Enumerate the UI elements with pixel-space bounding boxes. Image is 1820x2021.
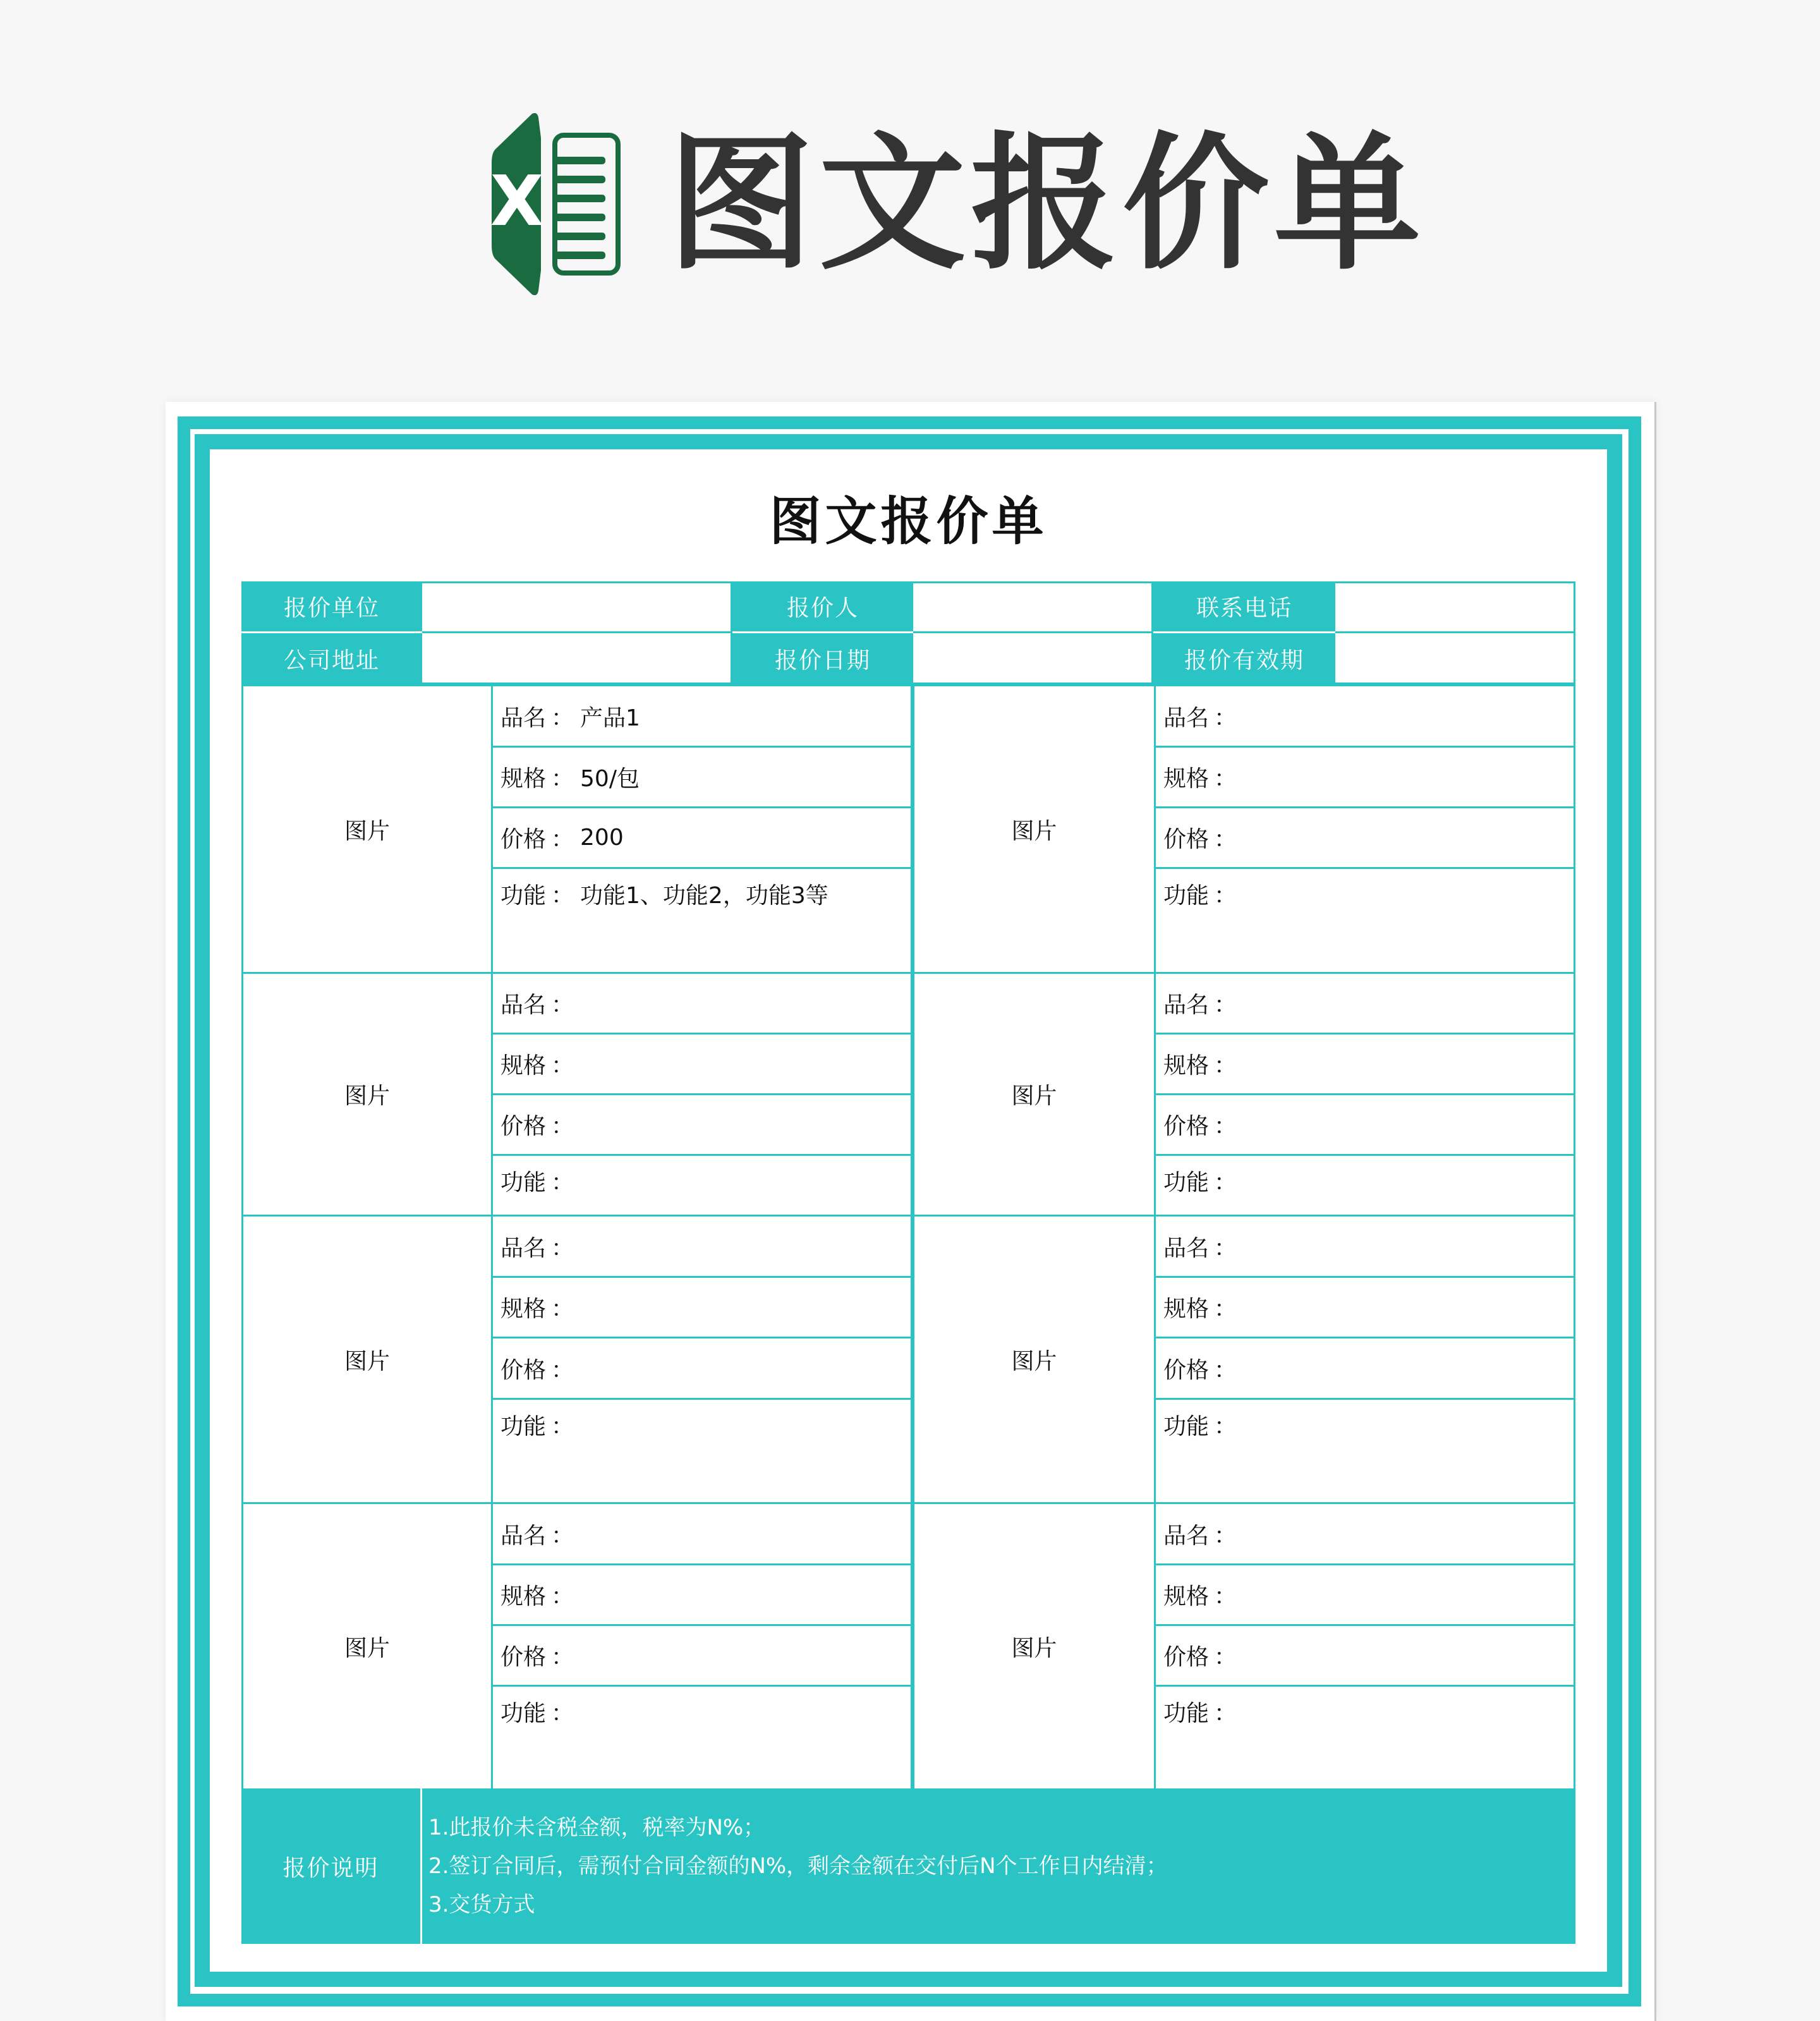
header-label-quoter: 报价人 xyxy=(732,581,913,633)
product-function-label: 功能 xyxy=(1163,1170,1210,1196)
product-function-field[interactable] xyxy=(491,867,913,974)
colon-separator: ： xyxy=(551,883,574,909)
note-line-2: 2.签订合同后，需预付合同金额的N%，剩余金额在交付后N个工作日内结清； xyxy=(428,1853,1168,1879)
colon-separator: ： xyxy=(1214,1584,1237,1610)
colon-separator: ： xyxy=(1214,1296,1237,1322)
product-name-field[interactable] xyxy=(491,972,913,1035)
product-spec-field[interactable] xyxy=(1154,1563,1575,1626)
product-price-label: 价格 xyxy=(500,1114,547,1139)
product-function-label: 功能 xyxy=(500,1701,547,1727)
header-label-quote-unit: 报价单位 xyxy=(241,581,422,633)
product-function-label: 功能 xyxy=(1163,883,1210,909)
product-price-label: 价格 xyxy=(500,827,547,853)
product-function-label: 功能 xyxy=(500,1414,547,1440)
product-function-label: 功能 xyxy=(500,1170,547,1196)
colon-separator: ： xyxy=(551,1357,574,1383)
product-price-field[interactable] xyxy=(491,806,913,869)
colon-separator: ： xyxy=(1214,1522,1237,1549)
product-image-placeholder[interactable]: 图片 xyxy=(241,1215,493,1504)
product-price-field[interactable] xyxy=(1154,806,1575,869)
colon-separator: ： xyxy=(551,992,574,1018)
product-image-placeholder[interactable]: 图片 xyxy=(913,1215,1156,1504)
colon-separator: ： xyxy=(1214,1644,1237,1670)
product-spec-field[interactable] xyxy=(491,1563,913,1626)
product-spec-field[interactable] xyxy=(491,1276,913,1338)
hero-title: 图文报价单 xyxy=(667,119,1426,289)
colon-separator: ： xyxy=(1214,705,1237,731)
product-name-field[interactable] xyxy=(1154,972,1575,1035)
hero-banner xyxy=(492,112,1426,296)
product-function-field[interactable] xyxy=(1154,1685,1575,1790)
colon-separator: ： xyxy=(551,1584,574,1610)
product-spec-label: 规格 xyxy=(500,1584,547,1610)
product-price-field[interactable] xyxy=(1154,1093,1575,1156)
colon-separator: ： xyxy=(1214,883,1237,909)
product-spec-field[interactable] xyxy=(491,746,913,808)
product-name-field[interactable] xyxy=(491,1215,913,1278)
product-function-field[interactable] xyxy=(491,1398,913,1504)
product-price-label: 价格 xyxy=(500,1357,547,1383)
product-function-field[interactable] xyxy=(1154,1398,1575,1504)
product-image-placeholder[interactable]: 图片 xyxy=(913,684,1156,974)
notes-label: 报价说明 xyxy=(241,1788,422,1944)
colon-separator: ： xyxy=(1214,1357,1237,1383)
colon-separator: ： xyxy=(551,827,574,853)
header-label-address: 公司地址 xyxy=(241,633,422,684)
product-price-label: 价格 xyxy=(1163,1114,1210,1139)
product-spec-label: 规格 xyxy=(500,766,547,792)
product-spec-label: 规格 xyxy=(1163,1296,1210,1322)
colon-separator: ： xyxy=(1214,1053,1237,1079)
product-price-label: 价格 xyxy=(1163,1644,1210,1670)
product-image-placeholder[interactable]: 图片 xyxy=(913,972,1156,1217)
product-function-label: 功能 xyxy=(500,883,547,909)
notes-body xyxy=(422,1788,1575,1944)
product-spec-field[interactable] xyxy=(491,1033,913,1095)
colon-separator: ： xyxy=(551,1414,574,1440)
colon-separator: ： xyxy=(551,705,574,731)
colon-separator: ： xyxy=(551,1114,574,1139)
quoter-field[interactable] xyxy=(913,581,1153,633)
sheet-title: 图文报价单 xyxy=(769,492,1048,552)
product-spec-label: 规格 xyxy=(1163,1584,1210,1610)
colon-separator: ： xyxy=(551,1701,574,1727)
validity-field[interactable] xyxy=(1335,631,1575,684)
product-function-field[interactable] xyxy=(1154,867,1575,974)
product-name-label: 品名 xyxy=(500,705,547,731)
product-name-value: 产品1 xyxy=(580,705,640,731)
product-name-label: 品名 xyxy=(500,1235,547,1261)
colon-separator: ： xyxy=(551,1053,574,1079)
quote-unit-field[interactable] xyxy=(422,581,732,633)
colon-separator: ： xyxy=(1214,766,1237,792)
header-label-phone: 联系电话 xyxy=(1153,581,1335,633)
product-function-field[interactable] xyxy=(491,1685,913,1790)
colon-separator: ： xyxy=(551,1296,574,1322)
product-name-label: 品名 xyxy=(1163,992,1210,1018)
product-spec-field[interactable] xyxy=(1154,1033,1575,1095)
product-price-value: 200 xyxy=(580,825,624,851)
colon-separator: ： xyxy=(551,1644,574,1670)
product-price-field[interactable] xyxy=(1154,1624,1575,1687)
product-name-label: 品名 xyxy=(500,992,547,1018)
product-spec-label: 规格 xyxy=(1163,1053,1210,1079)
product-spec-field[interactable] xyxy=(1154,746,1575,808)
product-price-field[interactable] xyxy=(491,1624,913,1687)
product-name-label: 品名 xyxy=(1163,1522,1210,1549)
colon-separator: ： xyxy=(551,766,574,792)
note-line-3: 3.交货方式 xyxy=(428,1891,535,1917)
product-function-field[interactable] xyxy=(491,1154,913,1217)
product-price-field[interactable] xyxy=(491,1337,913,1400)
colon-separator: ： xyxy=(1214,992,1237,1018)
product-spec-label: 规格 xyxy=(500,1296,547,1322)
quote-date-field[interactable] xyxy=(913,631,1153,684)
note-line-1: 1.此报价未含税金额，税率为N%； xyxy=(428,1814,765,1840)
product-name-field[interactable] xyxy=(491,1502,913,1565)
product-name-field[interactable] xyxy=(1154,684,1575,748)
excel-icon xyxy=(492,112,634,296)
product-price-label: 价格 xyxy=(1163,827,1210,853)
product-function-label: 功能 xyxy=(1163,1701,1210,1727)
phone-field[interactable] xyxy=(1335,581,1575,633)
product-price-label: 价格 xyxy=(500,1644,547,1670)
product-price-label: 价格 xyxy=(1163,1357,1210,1383)
product-spec-field[interactable] xyxy=(1154,1276,1575,1338)
product-function-label: 功能 xyxy=(1163,1414,1210,1440)
product-function-value: 功能1、功能2，功能3等 xyxy=(580,883,828,909)
product-image-placeholder[interactable]: 图片 xyxy=(241,1502,493,1790)
header-label-quote-date: 报价日期 xyxy=(732,633,913,684)
product-name-label: 品名 xyxy=(1163,705,1210,731)
product-image-placeholder[interactable]: 图片 xyxy=(241,972,493,1217)
colon-separator: ： xyxy=(1214,1114,1237,1139)
colon-separator: ： xyxy=(551,1170,574,1196)
product-name-label: 品名 xyxy=(1163,1235,1210,1261)
svg-text:X: X xyxy=(492,161,544,241)
product-name-label: 品名 xyxy=(500,1522,547,1549)
product-spec-value: 50/包 xyxy=(580,766,640,792)
product-spec-label: 规格 xyxy=(500,1053,547,1079)
product-spec-label: 规格 xyxy=(1163,766,1210,792)
product-function-field[interactable] xyxy=(1154,1154,1575,1217)
colon-separator: ： xyxy=(551,1522,574,1549)
colon-separator: ： xyxy=(1214,1235,1237,1261)
product-name-field[interactable] xyxy=(1154,1502,1575,1565)
product-price-field[interactable] xyxy=(491,1093,913,1156)
header-label-validity: 报价有效期 xyxy=(1153,633,1335,684)
colon-separator: ： xyxy=(551,1235,574,1261)
product-name-field[interactable] xyxy=(1154,1215,1575,1278)
colon-separator: ： xyxy=(1214,1414,1237,1440)
product-name-field[interactable] xyxy=(491,684,913,748)
product-image-placeholder[interactable]: 图片 xyxy=(913,1502,1156,1790)
colon-separator: ： xyxy=(1214,827,1237,853)
address-field[interactable] xyxy=(422,631,732,684)
product-image-placeholder[interactable]: 图片 xyxy=(241,684,493,974)
colon-separator: ： xyxy=(1214,1701,1237,1727)
product-price-field[interactable] xyxy=(1154,1337,1575,1400)
colon-separator: ： xyxy=(1214,1170,1237,1196)
